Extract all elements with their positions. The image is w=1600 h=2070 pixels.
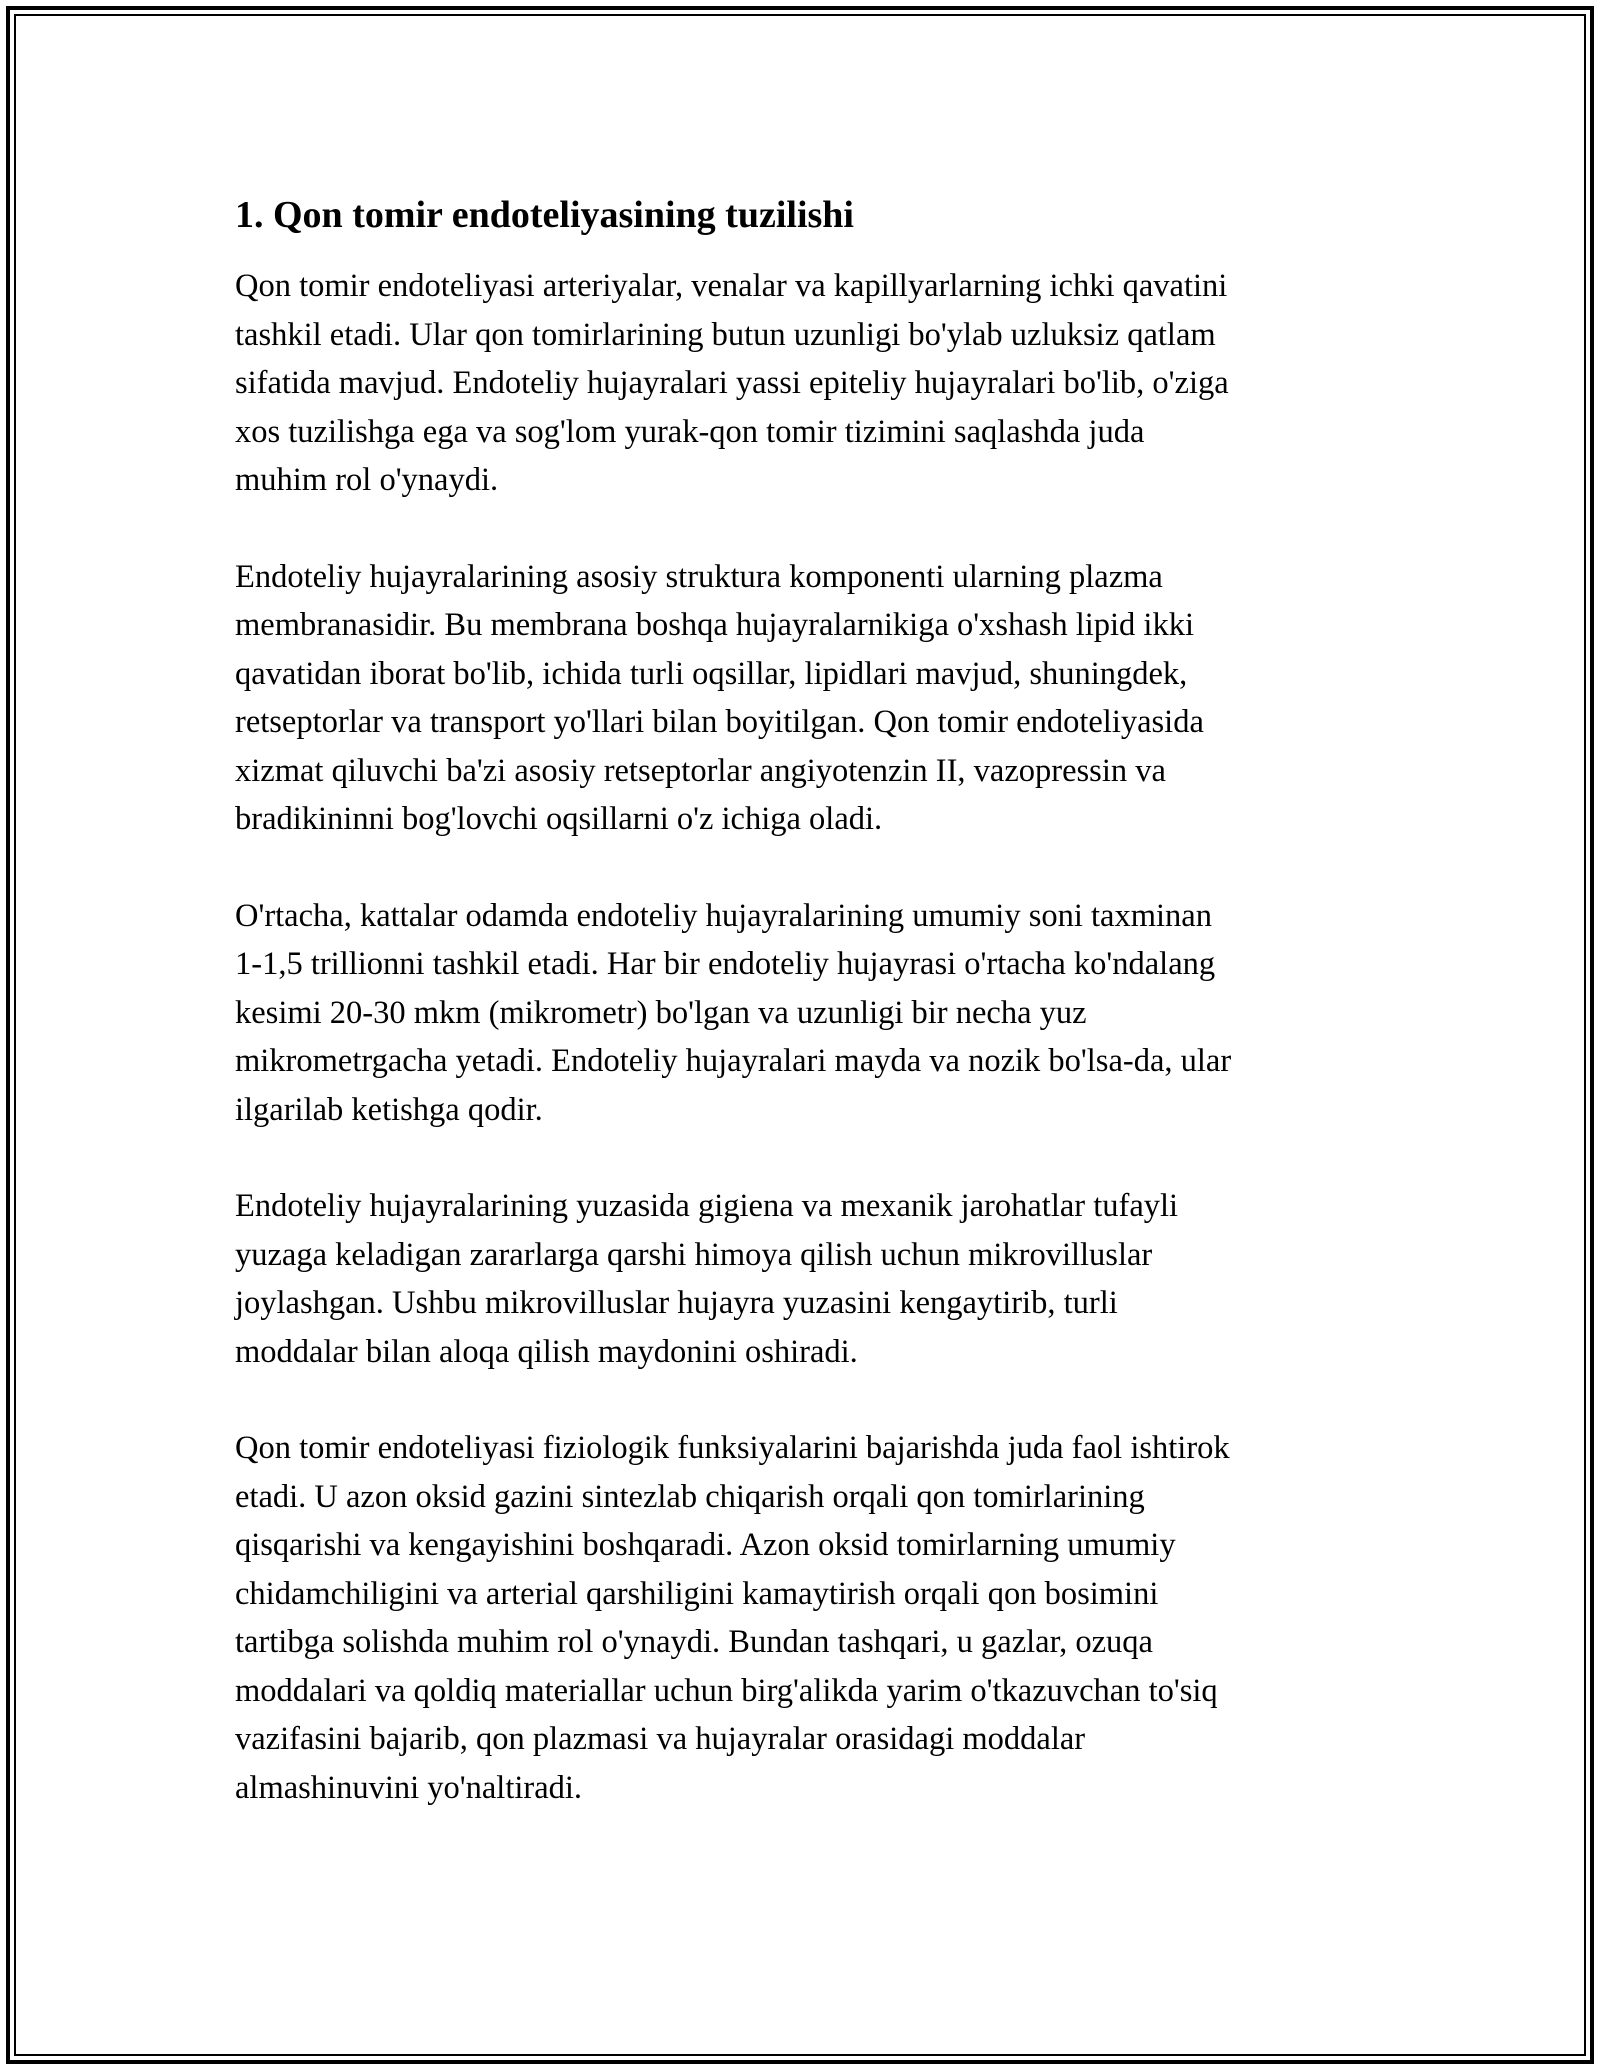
paragraph-2: Endoteliy hujayralarining asosiy struktura komponenti ularning plazma membranasidir. Bu membrana boshqa hujayralarnikiga o'xshash lipid ikki qavatidan iborat bo'lib, ichida turli oqsillar, lipidlari mavjud, shuningdek, retseptorlar va transport yo'llari bilan boyitilgan. Qon tomir endoteliyasida xizmat qiluvchi ba'zi asosiy retseptorlar angiyotenzin II, vazopressin va bradikininni bog'lovchi oqsillarni o'z ichiga oladi. (235, 558, 1204, 837)
paragraph-3: O'rtacha, kattalar odamda endoteliy hujayralarining umumiy soni taxminan 1-1,5 trillionni tashkil etadi. Har bir endoteliy hujayrasi o'rtacha ko'ndalang kesimi 20-30 mkm (mikrometr) bo'lgan va uzunligi bir necha yuz mikrometrgacha yetadi. Endoteliy hujayralari mayda va nozik bo'lsa-da, ular ilgarilab ketishga qodir. (235, 897, 1232, 1128)
document-body (235, 190, 1385, 1812)
section-heading: 1. Qon tomir endoteliyasining tuzilishi (235, 194, 854, 236)
paragraph-1: Qon tomir endoteliyasi arteriyalar, venalar va kapillyarlarning ichki qavatini tashkil etadi. Ular qon tomirlarining butun uzunligi bo'ylab uzluksiz qatlam sifatida mavjud. Endoteliy hujayralari yassi epiteliy hujayralari bo'lib, o'ziga xos tuzilishga ega va sog'lom yurak-qon tomir tizimini saqlashda juda muhim rol o'ynaydi. (235, 268, 1229, 498)
paragraph-5: Qon tomir endoteliyasi fiziologik funksiyalarini bajarishda juda faol ishtirok etadi. U azon oksid gazini sintezlab chiqarish orqali qon tomirlarining qisqarishi va kengayishini boshqaradi. Azon oksid tomirlarning umumiy chidamchiligini va arterial qarshiligini kamaytirish orqali qon bosimini tartibga solishda muhim rol o'ynaydi. Bundan tashqari, u gazlar, ozuqa moddalari va qoldiq materiallar uchun birg'alikda yarim o'tkazuvchan to'siq vazifasini bajarib, qon plazmasi va hujayralar orasidagi moddalar almashinuvini yo'naltiradi. (235, 1430, 1230, 1806)
paragraph-4: Endoteliy hujayralarining yuzasida gigiena va mexanik jarohatlar tufayli yuzaga keladigan zararlarga qarshi himoya qilish uchun mikrovilluslar joylashgan. Ushbu mikrovilluslar hujayra yuzasini kengaytirib, turli moddalar bilan aloqa qilish maydonini oshiradi. (235, 1188, 1179, 1370)
